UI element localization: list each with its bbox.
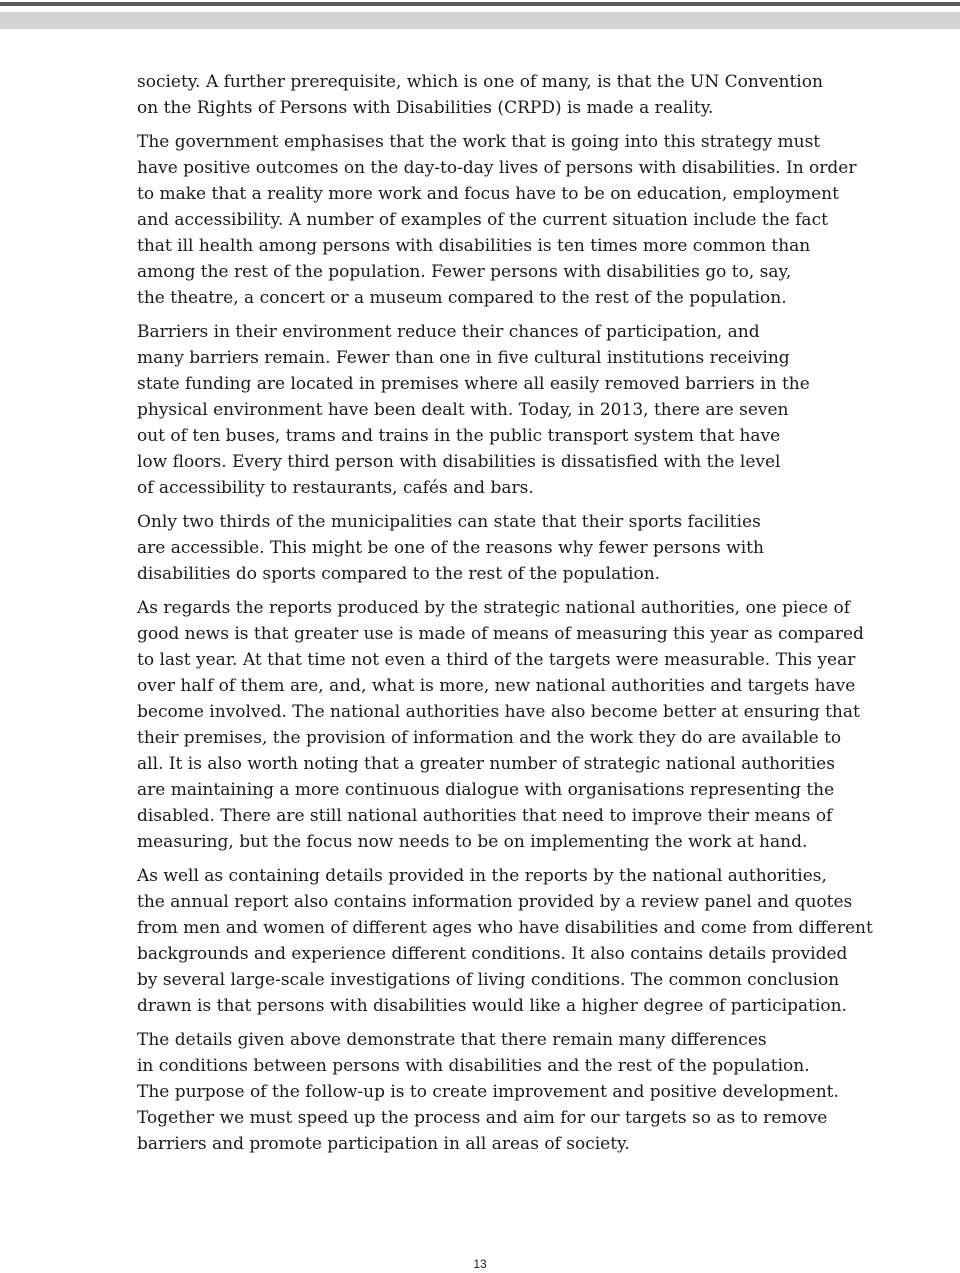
paragraph-7: The details given above demonstrate that there remain many differences in conditions between persons with disabilities and the rest of the population. The purpose of the follow-up is to create improvement and positive development. Together we must speed up the process and aim for our targets so as to remove barriers and promote participation in all areas of society. xyxy=(137,1030,839,1154)
header-rule-light xyxy=(0,12,960,29)
paragraph-4: Only two thirds of the municipalities can state that their sports facilities are accessible. This might be one of the reasons why fewer persons with disabilities do sports compared to the rest of the population. xyxy=(137,512,764,584)
paragraph-1: society. A further prerequisite, which is one of many, is that the UN Convention on the Rights of Persons with Disabilities (CRPD) is made a reality. xyxy=(137,72,823,118)
page-body xyxy=(137,69,877,1165)
paragraph-2: The government emphasises that the work that is going into this strategy must have positive outcomes on the day-to-day lives of persons with disabilities. In order to make that a reality more work and focus have to be on education, employment and accessibility. A number of examples of the current situation include the fact that ill health among persons with disabilities is ten times more common than among the rest of the population. Fewer persons with disabilities go to, say, the theatre, a concert or a museum compared to the rest of the population. xyxy=(137,132,857,308)
page-header-band xyxy=(0,0,960,30)
paragraph-3: Barriers in their environment reduce their chances of participation, and many barriers remain. Fewer than one in five cultural institutions receiving state funding are located in premises where all easily removed barriers in the physical environment have been dealt with. Today, in 2013, there are seven out of ten buses, trams and trains in the public transport system that have low floors. Every third person with disabilities is dissatisfied with the level of accessibility to restaurants, cafés and bars. xyxy=(137,322,810,498)
page-number: 13 xyxy=(473,1257,487,1271)
header-rule-dark xyxy=(0,2,960,6)
paragraph-6: As well as containing details provided in the reports by the national authorities, the annual report also contains information provided by a review panel and quotes from men and women of different ages who have disabilities and come from different backgrounds and experience different conditions. It also contains details provided by several large-scale investigations of living conditions. The common conclusion drawn is that persons with disabilities would like a higher degree of participation. xyxy=(137,866,873,1016)
paragraph-5: As regards the reports produced by the strategic national authorities, one piece of good news is that greater use is made of means of measuring this year as compared to last year. At that time not even a third of the targets were measurable. This year over half of them are, and, what is more, new national authorities and targets have become involved. The national authorities have also become better at ensuring that their premises, the provision of information and the work they do are available to all. It is also worth noting that a greater number of strategic national authorities are maintaining a more continuous dialogue with organisations representing the disabled. There are still national authorities that need to improve their means of measuring, but the focus now needs to be on implementing the work at hand. xyxy=(137,598,864,852)
